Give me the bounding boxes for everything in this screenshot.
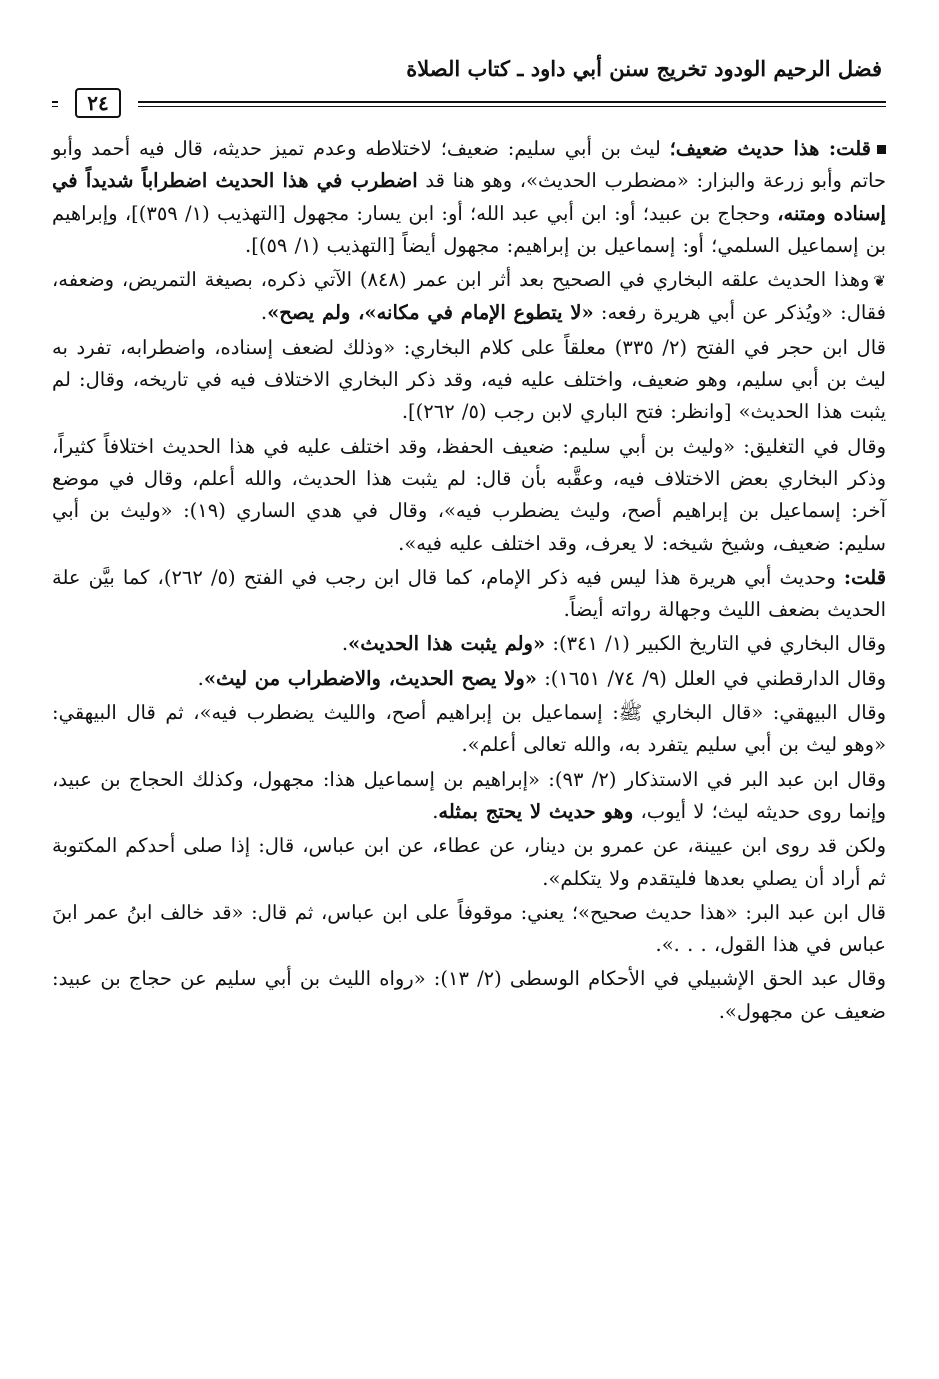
paragraph-3: قال ابن حجر في الفتح (٢/ ٣٣٥) معلقاً على كلام البخاري: «وذلك لضعف إسناده، واضطرابه، تفرد به ليث بن أبي سليم، وهو ضعيف، واختلف عليه فيه، وقد ذكر البخاري الاختلاف فيه في تاريخه، وقال: لم يثبت هذا الحديث» [وانظر: فتح الباري لابن رجب (٥/ ٢٦٢)]. bbox=[52, 335, 886, 424]
square-bullet-icon bbox=[877, 145, 886, 154]
rule-line-thin bbox=[52, 106, 886, 107]
paragraph-12: وقال عبد الحق الإشبيلي في الأحكام الوسطى (٢/ ١٣): «رواه الليث بن أبي سليم عن حجاج بن عبيد: ضعيف عن مجهول». bbox=[52, 967, 886, 1023]
paragraph-1: قلت: هذا حديث ضعيف؛ ليث بن أبي سليم: ضعيف؛ لاختلاطه وعدم تميز حديثه، قال فيه أحمد وأبو حاتم وأبو زرعة والبزار: «مضطرب الحديث»، وهو هنا قد اضطرب في هذا الحديث اضطراباً شديداً في إسناده ومتنه، وحجاج بن عبيد؛ أو: ابن أبي عبد الله؛ أو: ابن يسار: مجهول [التهذيب (١/ ٣٥٩)]، وإبراهيم بن إسماعيل السلمي؛ أو: إسماعيل بن إبراهيم: مجهول أيضاً [التهذيب (١/ ٥٩)]. bbox=[52, 137, 886, 257]
rule-line bbox=[52, 101, 886, 103]
page-number-frame bbox=[58, 87, 138, 119]
paragraph-2: ❦وهذا الحديث علقه البخاري في الصحيح بعد أثر ابن عمر (٨٤٨) الآتي ذكره، بصيغة التمريض، وضعفه، فقال: «ويُذكر عن أبي هريرة رفعه: «لا يتطوع الإمام في مكانه»، ولم يصح». bbox=[52, 268, 886, 325]
running-title: فضل الرحيم الودود تخريج سنن أبي داود ـ كتاب الصلاة bbox=[406, 56, 882, 81]
paragraph-6: وقال البخاري في التاريخ الكبير (١/ ٣٤١): «ولم يثبت هذا الحديث». bbox=[341, 632, 886, 656]
leaf-ornament-icon: ❦ bbox=[873, 272, 886, 291]
paragraph-5: قلت: وحديث أبي هريرة هذا ليس فيه ذكر الإمام، كما قال ابن رجب في الفتح (٥/ ٢٦٢)، كما بيَّن علة الحديث بضعف الليث وجهالة رواته أيضاً. bbox=[52, 565, 887, 622]
paragraph-10: ولكن قد روى ابن عيينة، عن عمرو بن دينار، عن عطاء، عن ابن عباس، قال: إذا صلى أحدكم المكتوبة ثم أراد أن يصلي بعدها فليتقدم ولا يتكلم». bbox=[52, 834, 886, 890]
page-number: ٢٤ bbox=[75, 88, 120, 118]
body-text bbox=[52, 133, 886, 1028]
paragraph-7: وقال الدارقطني في العلل (٩/ ٧٤/ ١٦٥١): «ولا يصح الحديث، والاضطراب من ليث». bbox=[197, 666, 886, 690]
page bbox=[52, 56, 886, 1030]
paragraph-9: وقال ابن عبد البر في الاستذكار (٢/ ٩٣): «إبراهيم بن إسماعيل هذا: مجهول، وكذلك الحجاج بن عبيد، وإنما روى حديثه ليث؛ لا أيوب، وهو حديث لا يحتج بمثله. bbox=[52, 767, 887, 823]
header-rule bbox=[52, 87, 886, 121]
paragraph-4: وقال في التغليق: «وليث بن أبي سليم: ضعيف الحفظ، وقد اختلف عليه في هذا الحديث اختلافاً كثيراً، وذكر البخاري بعض الاختلاف فيه، وعقَّبه بأن قال: لم يثبت هذا الحديث، والله أعلم، وقال في موضع آخر: إسماعيل بن إبراهيم أصح، وليث يضطرب فيه»، وقال في هدي الساري (١٩): «وليث بن أبي سليم: ضعيف، وشيخ شيخه: لا يعرف، وقد اختلف عليه فيه». bbox=[52, 434, 886, 555]
paragraph-8: وقال البيهقي: «قال البخاري ﷺ: إسماعيل بن إبراهيم أصح، والليث يضطرب فيه»، ثم قال البيهقي: «وهو ليث بن أبي سليم يتفرد به، والله تعالى أعلم». bbox=[52, 701, 886, 757]
qultu-heading: قلت: هذا حديث ضعيف؛ bbox=[669, 137, 871, 160]
paragraph-11: قال ابن عبد البر: «هذا حديث صحيح»؛ يعني: موقوفاً على ابن عباس، ثم قال: «قد خالف ابنُ عمر ابنَ عباس في هذا القول، . . .». bbox=[52, 900, 886, 957]
